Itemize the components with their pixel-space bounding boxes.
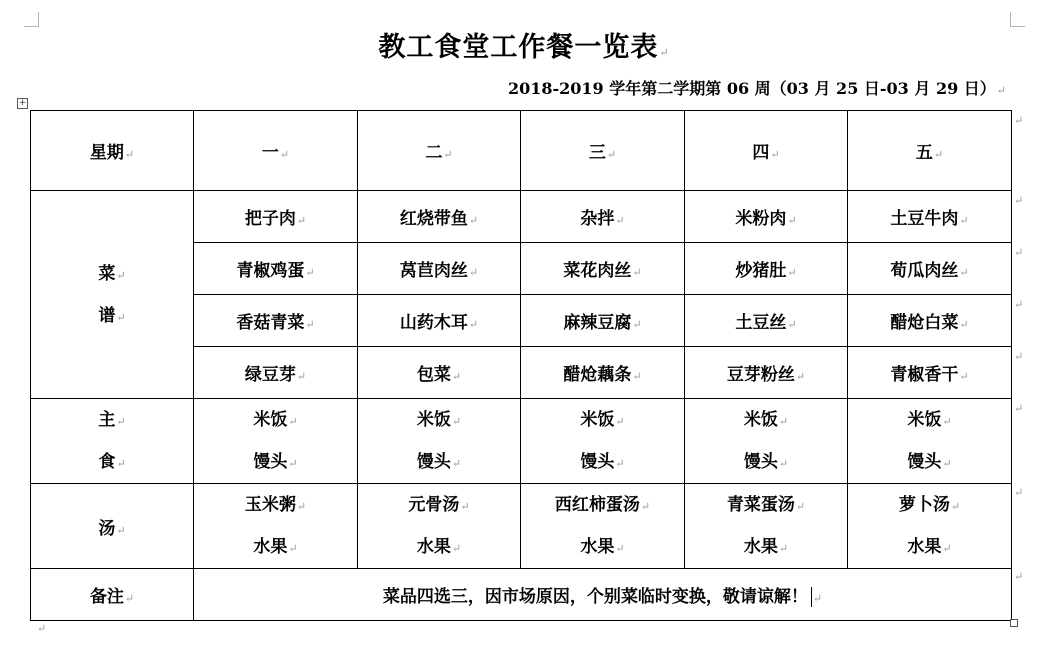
table-row-staple [31,399,1012,484]
dish-cell[interactable]: 土豆丝↵ [685,295,848,347]
paragraph-mark-icon: ↵ [950,500,961,513]
paragraph-mark-icon: ↵ [778,415,789,428]
soup-cell[interactable]: 萝卜汤↵ 水果↵ [848,484,1012,569]
paragraph-mark-icon: ↵ [124,148,135,161]
day-header-cell[interactable]: 一↵ [194,111,358,191]
paragraph-mark-icon: ↵ [959,266,969,279]
paragraph-mark-icon: ↵ [787,214,797,227]
paragraph-mark-icon: ↵ [460,500,470,513]
paragraph-mark-icon: ↵ [279,148,290,161]
paragraph-mark-icon: ↵ [116,457,126,470]
paragraph-mark-icon: ↵ [288,415,298,428]
paragraph-mark-icon: ↵ [116,523,126,537]
paragraph-mark-icon: ↵ [451,370,462,383]
paragraph-mark-icon: ↵ [959,214,969,227]
dish-cell[interactable]: 绿豆芽↵ [194,347,358,399]
paragraph-mark-icon: ↵ [942,415,952,428]
dish-cell[interactable]: 红烧带鱼↵ [358,191,521,243]
paragraph-mark-icon: ↵ [451,457,462,470]
paragraph-mark-icon: ↵ [615,542,625,555]
page-corner-mark-top-right [1010,12,1025,27]
staple-cell[interactable]: 米饭↵ 馒头↵ [521,399,685,484]
page-corner-mark-top-left [24,12,39,27]
staple-label-cell[interactable]: 主↵ 食↵ [31,399,194,484]
dish-cell[interactable]: 醋炝藕条↵ [521,347,685,399]
paragraph-mark-icon: ↵ [996,84,1006,97]
paragraph-mark-icon: ↵ [640,500,651,513]
paragraph-mark-icon: ↵ [296,500,307,513]
row-end-mark-icon: ↵ [1014,246,1024,259]
dish-cell[interactable]: 青椒香干↵ [848,347,1012,399]
soup-cell[interactable]: 玉米粥↵ 水果↵ [194,484,358,569]
day-header-cell[interactable]: 五↵ [848,111,1012,191]
paragraph-mark-icon: ↵ [959,318,969,331]
table-row-weekdays [31,111,1012,191]
paragraph-mark-icon: ↵ [632,318,642,331]
row-end-mark-icon: ↵ [1014,402,1024,415]
paragraph-mark-icon: ↵ [468,266,479,279]
paragraph-mark-icon: ↵ [770,148,780,161]
table-resize-handle-icon[interactable] [1010,619,1018,627]
paragraph-mark-icon: ↵ [606,148,617,161]
paragraph-mark-icon: ↵ [288,457,298,470]
paragraph-mark-icon: ↵ [305,318,315,331]
dish-cell[interactable]: 包菜↵ [358,347,521,399]
paragraph-mark-icon: ↵ [615,214,625,227]
document-title[interactable] [0,28,1048,68]
staple-cell[interactable]: 米饭↵ 馒头↵ [358,399,521,484]
day-header-cell[interactable]: 二↵ [358,111,521,191]
dish-cell[interactable]: 土豆牛肉↵ [848,191,1012,243]
dish-cell[interactable]: 麻辣豆腐↵ [521,295,685,347]
text-cursor [811,587,812,607]
paragraph-mark-icon: ↵ [959,370,969,383]
row-end-mark-icon: ↵ [1014,570,1024,583]
paragraph-mark-icon: ↵ [778,542,789,555]
dish-cell[interactable]: 米粉肉↵ [685,191,848,243]
paragraph-mark-icon: ↵ [468,318,479,331]
paragraph-mark-icon: ↵ [659,46,670,59]
paragraph-mark-icon: ↵ [116,310,126,324]
dish-cell[interactable]: 炒猪肚↵ [685,243,848,295]
paragraph-mark-icon: ↵ [795,500,806,513]
row-end-mark-icon: ↵ [1014,194,1024,207]
dishes-label-cell[interactable]: 菜↵ 谱↵ [31,191,194,399]
paragraph-mark-icon: ↵ [451,415,462,428]
paragraph-mark-icon: ↵ [933,148,944,161]
paragraph-mark-icon: ↵ [116,268,126,282]
row-end-mark-icon: ↵ [1014,486,1024,499]
menu-table [30,110,1012,621]
paragraph-mark-icon: ↵ [942,542,952,555]
soup-cell[interactable]: 西红柿蛋汤↵ 水果↵ [521,484,685,569]
staple-cell[interactable]: 米饭↵ 馒头↵ [848,399,1012,484]
day-header-cell[interactable]: 四↵ [685,111,848,191]
paragraph-mark-icon: ↵ [296,214,307,227]
note-label-cell[interactable]: 备注↵ [31,569,194,621]
table-move-handle-icon[interactable]: + [18,98,27,108]
dish-cell[interactable]: 菜花肉丝↵ [521,243,685,295]
dish-cell[interactable]: 青椒鸡蛋↵ [194,243,358,295]
paragraph-mark-icon: ↵ [778,457,789,470]
staple-cell[interactable]: 米饭↵ 馒头↵ [194,399,358,484]
paragraph-mark-icon: ↵ [615,415,625,428]
soup-cell[interactable]: 元骨汤↵ 水果↵ [358,484,521,569]
paragraph-mark-icon: ↵ [632,370,642,383]
paragraph-mark-icon: ↵ [812,591,823,605]
paragraph-mark-icon: ↵ [443,148,453,161]
paragraph-mark-icon: ↵ [116,415,126,428]
dish-cell[interactable]: 豆芽粉丝↵ [685,347,848,399]
table-row-soup [31,484,1012,569]
paragraph-mark-icon: ↵ [124,592,135,605]
paragraph-mark-icon: ↵ [787,318,797,331]
table-row-dishes [31,191,1012,243]
paragraph-mark-icon: ↵ [468,214,479,227]
table-row-note [31,569,1012,621]
dish-cell[interactable]: 荀瓜肉丝↵ [848,243,1012,295]
paragraph-mark-icon: ↵ [795,370,806,383]
week-range-subtitle[interactable] [508,78,1006,100]
paragraph-mark-icon: ↵ [451,542,462,555]
dish-cell[interactable]: 山药木耳↵ [358,295,521,347]
day-header-cell[interactable]: 三↵ [521,111,685,191]
header-label-cell[interactable]: 星期↵ [31,111,194,191]
dish-cell[interactable]: 香菇青菜↵ [194,295,358,347]
dish-cell[interactable]: 杂拌↵ [521,191,685,243]
row-end-mark-icon: ↵ [1014,298,1024,311]
paragraph-mark-icon: ↵ [632,266,642,279]
paragraph-mark-icon: ↵ [288,542,298,555]
soup-label-cell[interactable]: 汤↵ [31,484,194,569]
note-text-cell[interactable]: 菜品四选三，因市场原因，个别菜临时变换，敬请谅解！ ↵ [194,569,1012,621]
dish-cell[interactable]: 莴苣肉丝↵ [358,243,521,295]
paragraph-mark-icon: ↵ [942,457,952,470]
paragraph-mark-icon: ↵ [787,266,797,279]
staple-cell[interactable]: 米饭↵ 馒头↵ [685,399,848,484]
paragraph-mark-icon: ↵ [615,457,625,470]
subtitle-text: 2018-2019 学年第二学期第 06 周（03 月 25 日-03 月 29 日） [507,79,996,98]
dish-cell[interactable]: 醋炝白菜↵ [848,295,1012,347]
paragraph-mark-icon: ↵ [296,370,307,383]
soup-cell[interactable]: 青菜蛋汤↵ 水果↵ [685,484,848,569]
row-end-mark-icon: ↵ [1014,350,1024,363]
dish-cell[interactable]: 把子肉↵ [194,191,358,243]
paragraph-mark-icon: ↵ [305,266,315,279]
title-text: 教工食堂工作餐一览表 [378,32,659,63]
end-paragraph-mark-icon: ↵ [37,622,47,635]
row-end-mark-icon: ↵ [1014,114,1024,127]
